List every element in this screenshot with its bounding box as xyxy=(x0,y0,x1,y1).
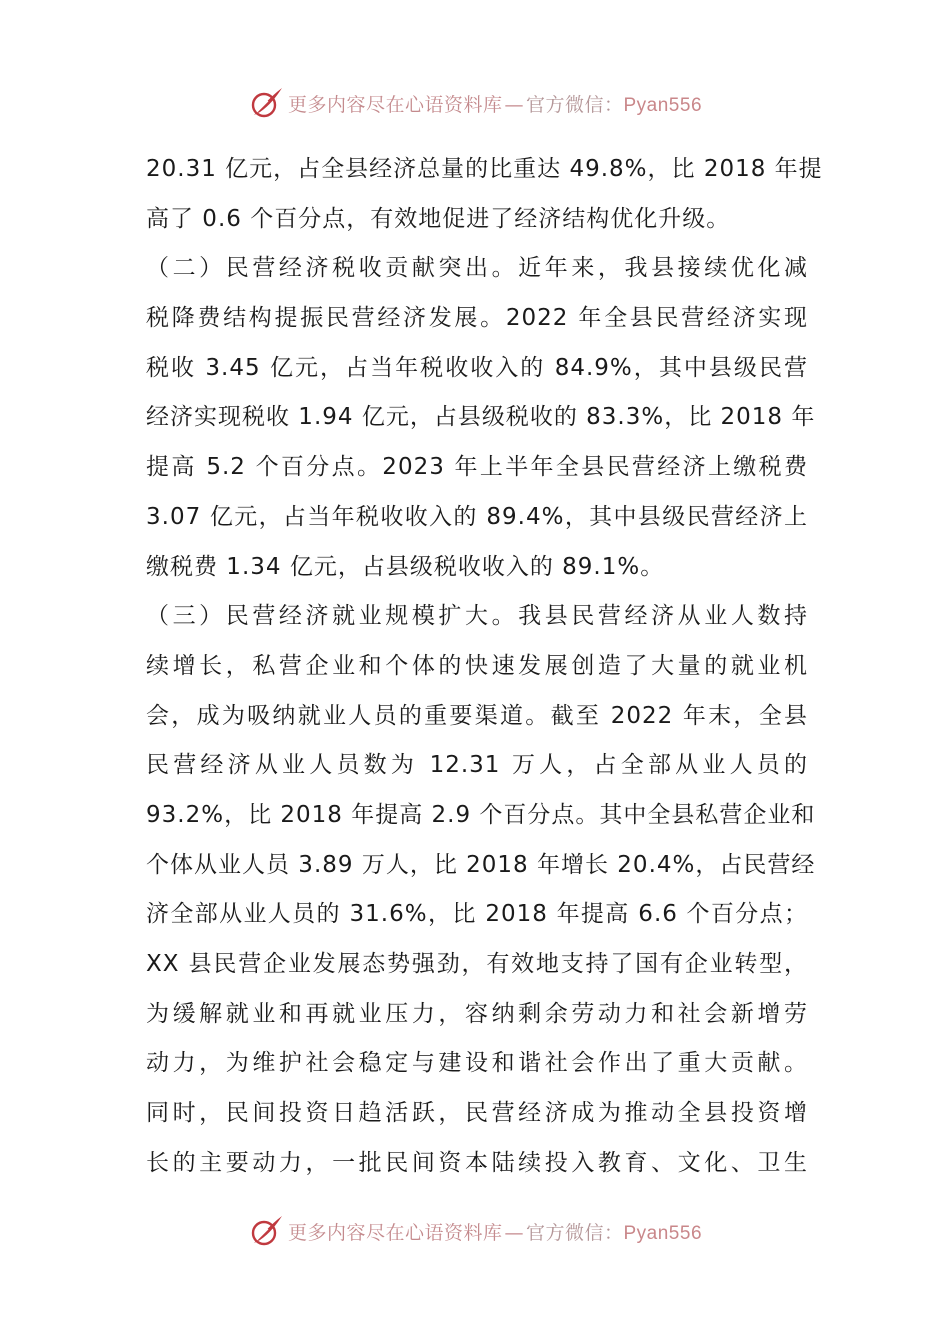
quill-logo-icon xyxy=(248,85,284,121)
text-line: 缴税费 1.34 亿元，占县级税收收入的 89.1%。 xyxy=(146,553,665,580)
text-line: 为缓解就业和再就业压力，容纳剩余劳动力和社会新增劳 xyxy=(146,1000,808,1027)
watermark-wechat-id: Pyan556 xyxy=(623,1222,703,1244)
text-line: 长的主要动力，一批民间资本陆续投入教育、文化、卫生 xyxy=(146,1149,808,1176)
watermark-dash: — xyxy=(504,1221,524,1244)
watermark-dash: — xyxy=(504,93,524,116)
watermark-text xyxy=(288,90,702,117)
text-line: 提高 5.2 个百分点。2023 年上半年全县民营经济上缴税费 xyxy=(146,454,808,481)
text-line: （二）民营经济税收贡献突出。近年来，我县接续优化减 xyxy=(146,255,808,282)
text-line: 3.07 亿元，占当年税收收入的 89.4%，其中县级民营经济上 xyxy=(146,503,808,530)
text-line: 个体从业人员 3.89 万人，比 2018 年增长 20.4%，占民营经 xyxy=(146,851,816,878)
header-watermark xyxy=(0,83,950,123)
watermark-brand: 更多内容尽在心语资料库 xyxy=(287,1221,503,1244)
text-line: 高了 0.6 个百分点，有效地促进了经济结构优化升级。 xyxy=(146,205,731,232)
text-line: 民营经济从业人员数为 12.31 万人，占全部从业人员的 xyxy=(146,752,808,779)
text-line: 续增长，私营企业和个体的快速发展创造了大量的就业机 xyxy=(146,652,808,679)
document-body xyxy=(146,145,823,1188)
text-line: 会，成为吸纳就业人员的重要渠道。截至 2022 年末，全县 xyxy=(146,702,808,729)
text-line: 93.2%，比 2018 年提高 2.9 个百分点。其中全县私营企业和 xyxy=(146,801,816,828)
watermark-label: 官方微信： xyxy=(525,1221,624,1244)
text-line: 经济实现税收 1.94 亿元，占县级税收的 83.3%，比 2018 年 xyxy=(146,404,816,431)
footer-watermark xyxy=(0,1211,950,1251)
watermark-wechat-id: Pyan556 xyxy=(623,94,703,116)
text-line: 动力，为维护社会稳定与建设和谐社会作出了重大贡献。 xyxy=(146,1050,808,1077)
quill-logo-icon xyxy=(248,1213,284,1249)
text-line: （三）民营经济就业规模扩大。我县民营经济从业人数持 xyxy=(146,603,808,630)
watermark-label: 官方微信： xyxy=(525,93,624,116)
text-line: 税降费结构提振民营经济发展。2022 年全县民营经济实现 xyxy=(146,305,808,332)
text-line: 税收 3.45 亿元，占当年税收收入的 84.9%，其中县级民营 xyxy=(146,354,808,381)
watermark-brand: 更多内容尽在心语资料库 xyxy=(287,93,503,116)
text-line: XX 县民营企业发展态势强劲，有效地支持了国有企业转型， xyxy=(146,951,808,977)
watermark-text xyxy=(288,1218,702,1245)
text-line: 同时，民间投资日趋活跃，民营经济成为推动全县投资增 xyxy=(146,1100,808,1127)
text-line: 济全部从业人员的 31.6%，比 2018 年提高 6.6 个百分点； xyxy=(146,901,808,928)
text-line: 20.31 亿元，占全县经济总量的比重达 49.8%，比 2018 年提 xyxy=(146,156,823,182)
